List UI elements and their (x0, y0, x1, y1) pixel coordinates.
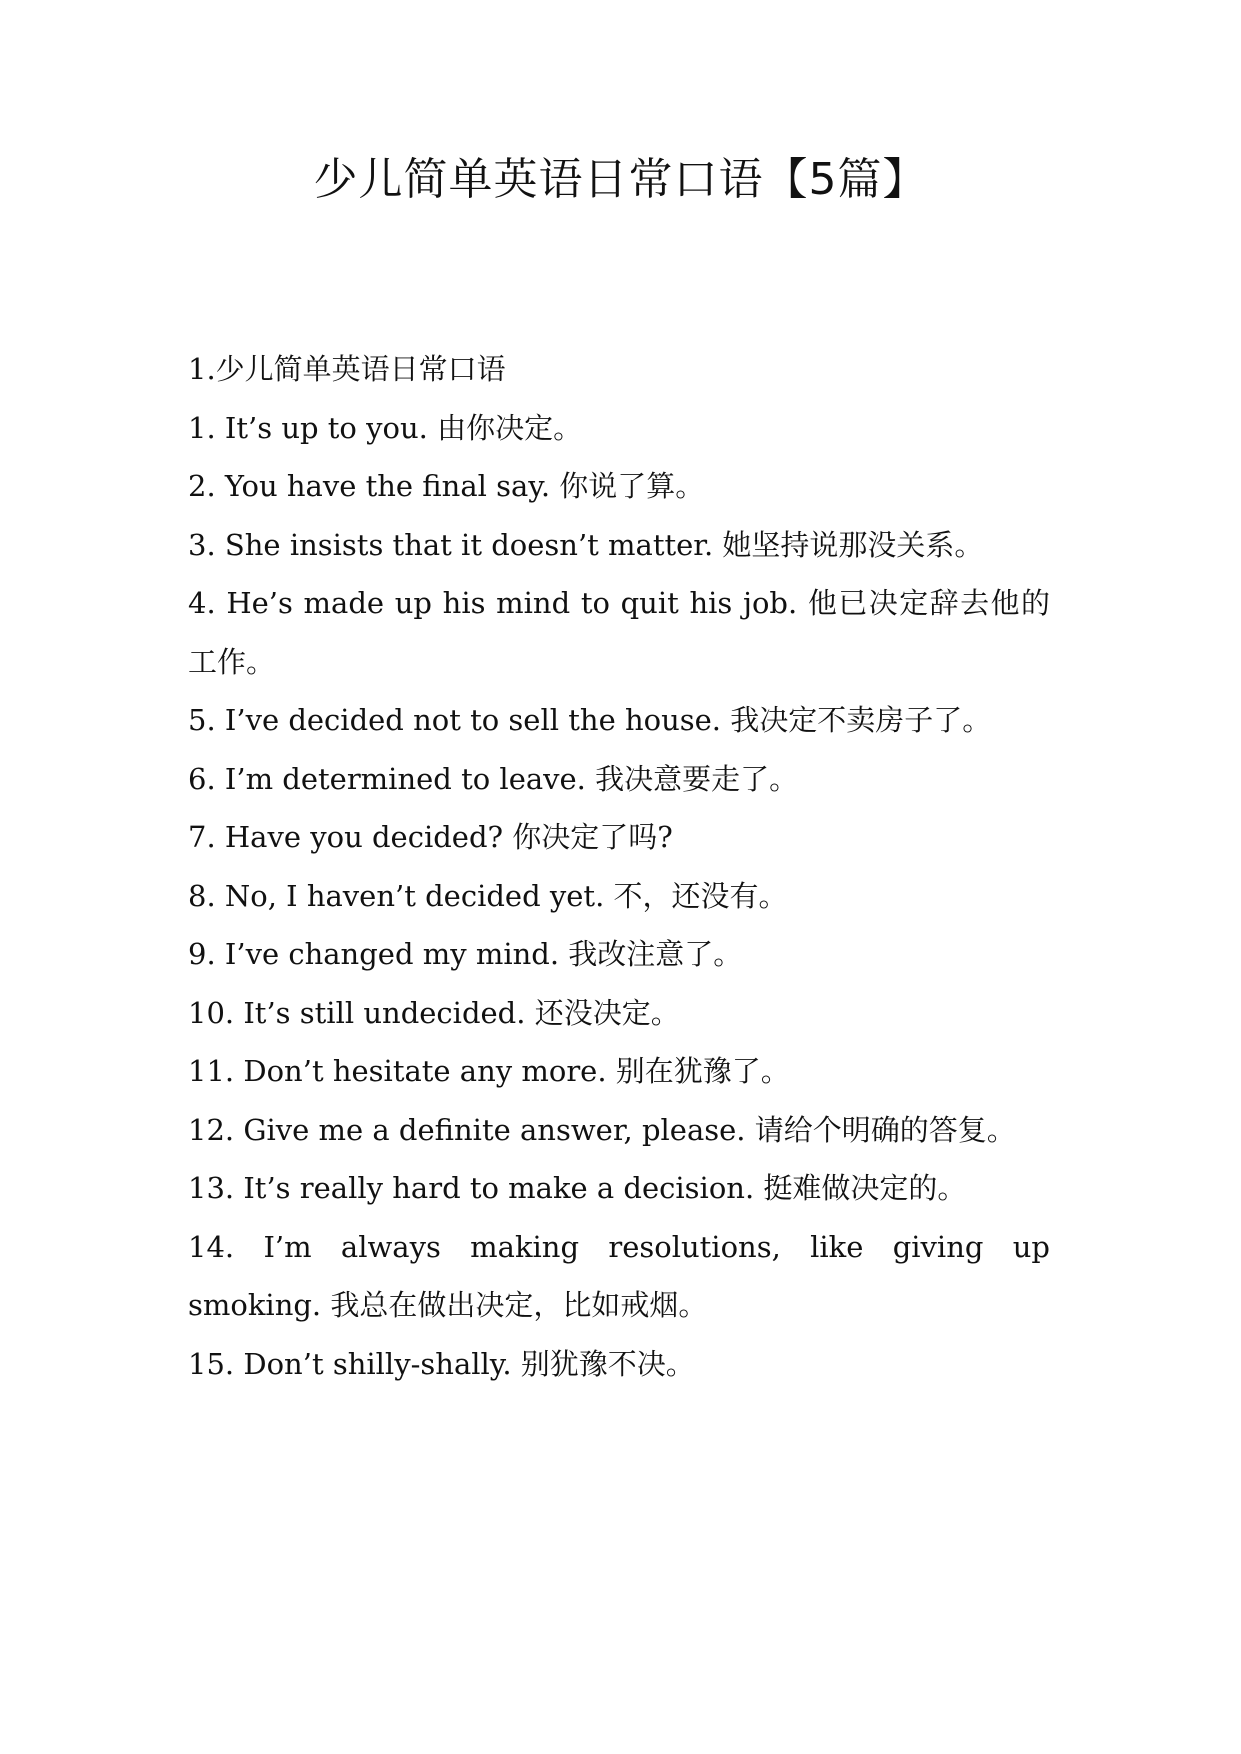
chinese-translation: 别犹豫不决。 (520, 1346, 695, 1381)
english-phrase: No, I haven’t decided yet. (224, 878, 605, 913)
english-phrase: I’m always making resolutions, like giving up smoking. (188, 1229, 1050, 1322)
english-phrase: It’s really hard to make a decision. (243, 1171, 755, 1205)
english-phrase: I’ve decided not to sell the house. (224, 703, 722, 737)
item-number: 9. (188, 937, 216, 971)
chinese-translation: 我决意要走了。 (595, 761, 799, 796)
item-number: 2. (188, 469, 216, 503)
phrase-item-2 (188, 457, 1050, 516)
english-phrase: He’s made up his mind to quit his job. (226, 586, 798, 620)
english-phrase: Have you decided? (224, 820, 504, 854)
english-phrase: Give me a definite answer, please. (243, 1112, 746, 1147)
item-number: 10. (188, 995, 235, 1030)
item-number: 1. (188, 410, 216, 445)
phrase-item-13 (188, 1159, 1050, 1218)
item-number: 5. (188, 703, 216, 737)
document-body (188, 340, 1050, 1393)
english-phrase: I’m determined to leave. (224, 761, 586, 796)
chinese-translation: 还没决定。 (534, 995, 680, 1030)
chinese-translation: 我改注意了。 (568, 937, 743, 971)
phrase-item-5 (188, 691, 1050, 750)
chinese-translation: 我决定不卖房子了。 (730, 703, 992, 737)
english-phrase: I’ve changed my mind. (224, 937, 560, 971)
section-heading: 1.少儿简单英语日常口语 (188, 352, 506, 386)
chinese-translation: 别在犹豫了。 (615, 1054, 790, 1088)
phrase-item-4 (188, 574, 1050, 691)
phrase-item-11 (188, 1042, 1050, 1101)
item-number: 12. (188, 1112, 235, 1147)
item-number: 13. (188, 1171, 235, 1205)
phrase-item-8 (188, 867, 1050, 926)
chinese-translation: 她坚持说那没关系。 (722, 527, 984, 562)
phrase-item-15 (188, 1335, 1050, 1394)
chinese-translation: 他已决定辞去他的工作。 (188, 586, 1050, 679)
chinese-translation: 由你决定。 (437, 410, 583, 445)
item-number: 7. (188, 820, 216, 854)
english-phrase: It’s still undecided. (243, 995, 526, 1030)
item-number: 11. (188, 1054, 235, 1088)
english-phrase: Don’t shilly-shally. (243, 1346, 512, 1381)
chinese-translation: 你说了算。 (559, 469, 705, 503)
english-phrase: You have the final say. (224, 469, 551, 503)
phrase-item-7 (188, 808, 1050, 867)
item-number: 4. (188, 586, 216, 620)
english-phrase: It’s up to you. (224, 410, 428, 445)
phrase-item-9 (188, 925, 1050, 984)
item-number: 15. (188, 1346, 235, 1381)
chinese-translation: 你决定了吗? (512, 820, 673, 854)
item-number: 14. (188, 1229, 235, 1264)
phrase-item-3 (188, 516, 1050, 575)
item-number: 3. (188, 527, 216, 562)
english-phrase: She insists that it doesn’t matter. (224, 527, 714, 562)
english-phrase: Don’t hesitate any more. (243, 1054, 607, 1088)
phrase-item-14 (188, 1218, 1050, 1335)
item-number: 8. (188, 878, 216, 913)
chinese-translation: 不，还没有。 (613, 878, 788, 913)
phrase-item-12 (188, 1101, 1050, 1160)
phrase-item-10 (188, 984, 1050, 1043)
page-title: 少儿简单英语日常口语【5篇】 (313, 154, 928, 205)
chinese-translation: 挺难做决定的。 (763, 1171, 967, 1205)
phrase-item-1 (188, 399, 1050, 458)
chinese-translation: 请给个明确的答复。 (754, 1112, 1016, 1147)
phrase-item-6 (188, 750, 1050, 809)
item-number: 6. (188, 761, 216, 796)
chinese-translation: 我总在做出决定，比如戒烟。 (330, 1288, 708, 1322)
